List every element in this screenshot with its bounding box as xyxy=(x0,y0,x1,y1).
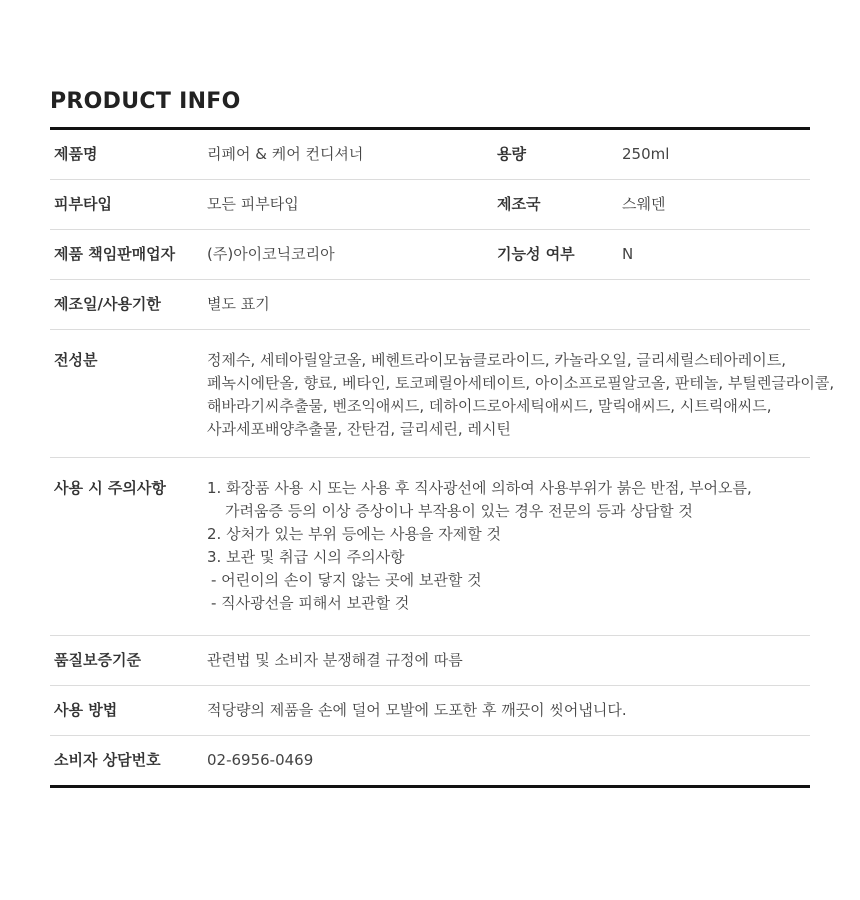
country-label: 제조국 xyxy=(497,195,541,213)
product-info-table xyxy=(50,127,835,788)
table-row xyxy=(50,458,810,636)
table-row xyxy=(50,280,810,330)
ingredients-line: 사과세포배양추출물, 잔탄검, 글리세린, 레시틴 xyxy=(207,420,511,438)
table-row xyxy=(50,130,810,180)
table-row xyxy=(50,330,835,458)
table-row xyxy=(50,636,810,686)
contact-value: 02-6956-0469 xyxy=(207,751,314,769)
caution-label: 사용 시 주의사항 xyxy=(54,479,166,497)
seller-value: (주)아이코닉코리아 xyxy=(207,245,335,263)
volume-label: 용량 xyxy=(497,145,526,163)
contact-label: 소비자 상담번호 xyxy=(54,751,161,769)
volume-value: 250ml xyxy=(622,145,670,163)
table-row xyxy=(50,686,810,736)
product-name-value: 리페어 & 케어 컨디셔너 xyxy=(207,145,364,163)
table-row xyxy=(50,736,810,785)
ingredients-line: 정제수, 세테아릴알코올, 베헨트라이모늄클로라이드, 카놀라오일, 글리세릴스테아레이트, xyxy=(207,351,787,369)
product-name-label: 제품명 xyxy=(54,145,98,163)
ingredients-line: 페녹시에탄올, 향료, 베타인, 토코페릴아세테이트, 아이소프로필알코올, 판테놀, 부틸렌글라이콜, xyxy=(207,374,835,392)
quality-value: 관련법 및 소비자 분쟁해결 규정에 따름 xyxy=(207,651,463,669)
caution-line: 2. 상처가 있는 부위 등에는 사용을 자제할 것 xyxy=(207,525,502,543)
skin-type-value: 모든 피부타입 xyxy=(207,195,299,213)
ingredients-label: 전성분 xyxy=(54,351,98,369)
country-value: 스웨덴 xyxy=(622,195,666,213)
expiry-value: 별도 표기 xyxy=(207,295,270,313)
caution-line: 3. 보관 및 취급 시의 주의사항 xyxy=(207,548,405,566)
caution-line: 가려움증 등의 이상 증상이나 부작용이 있는 경우 전문의 등과 상담할 것 xyxy=(225,502,693,520)
caution-value xyxy=(207,477,752,615)
table-row xyxy=(50,180,810,230)
functional-value: N xyxy=(622,245,634,263)
skin-type-label: 피부타입 xyxy=(54,195,112,213)
usage-label: 사용 방법 xyxy=(54,701,118,719)
caution-line: - 직사광선을 피해서 보관할 것 xyxy=(211,594,410,612)
seller-label: 제품 책임판매업자 xyxy=(54,245,176,263)
section-title: PRODUCT INFO xyxy=(50,89,241,114)
table-row xyxy=(50,230,810,280)
expiry-label: 제조일/사용기한 xyxy=(54,295,161,313)
usage-value: 적당량의 제품을 손에 덜어 모발에 도포한 후 깨끗이 씻어냅니다. xyxy=(207,701,627,719)
functional-label: 기능성 여부 xyxy=(497,245,575,263)
ingredients-value xyxy=(207,349,834,441)
caution-line: 1. 화장품 사용 시 또는 사용 후 직사광선에 의하여 사용부위가 붉은 반점, 부어오름, xyxy=(207,479,752,497)
ingredients-line: 해바라기씨추출물, 벤조익애씨드, 데하이드로아세틱애씨드, 말릭애씨드, 시트릭애씨드, xyxy=(207,397,772,415)
caution-line: - 어린이의 손이 닿지 않는 곳에 보관할 것 xyxy=(211,571,482,589)
quality-label: 품질보증기준 xyxy=(54,651,141,669)
